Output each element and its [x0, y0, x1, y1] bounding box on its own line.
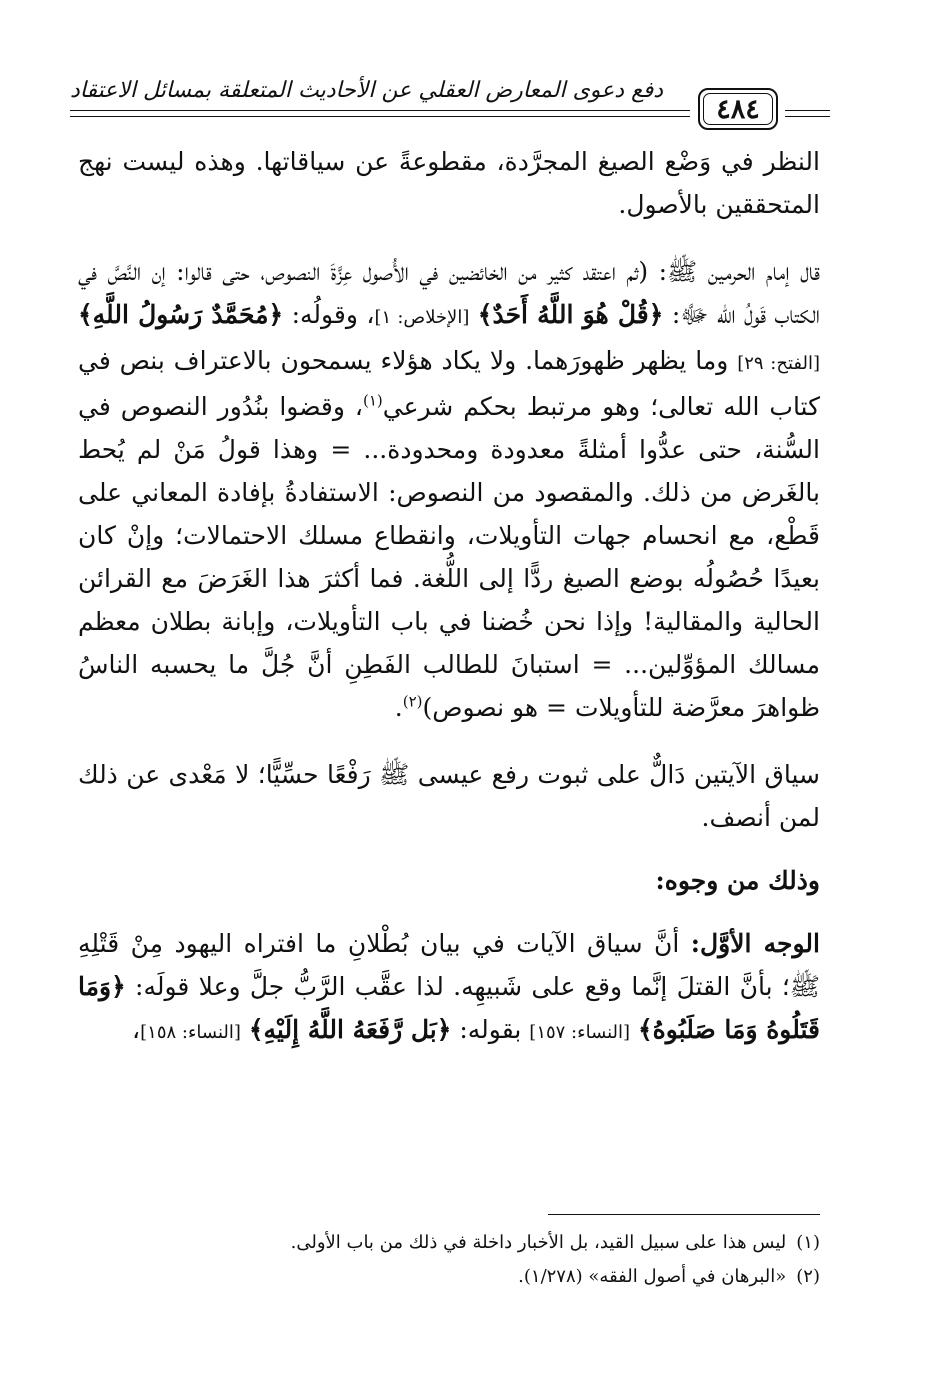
footnote-number: (١) [796, 1232, 820, 1253]
quran-verse: ﴿قُلْ هُوَ اللَّهُ أَحَدٌ﴾ [477, 300, 664, 329]
paragraph-gap [78, 226, 820, 250]
footnote-text: ليس هذا على سبيل القيد، بل الأخبار داخلة في ذلك من باب الأولى. [290, 1232, 787, 1253]
header-rule [785, 110, 830, 111]
paragraph: سياق الآيتين دَالٌّ على ثبوت رفع عيسى ﷺ رَفْعًا حسِّيًّا؛ لا مَعْدى عن ذلك لمن أنصف. [78, 760, 820, 832]
footnote [78, 1226, 820, 1260]
footnote [78, 1260, 820, 1294]
main-text [78, 140, 820, 1054]
point-end: ، [132, 1015, 141, 1044]
paragraph: النظر في وَضْع الصيغ المجرَّدة، مقطوعةً عن سياقاتها. وهذه ليست نهج المتحققين بالأصول. [78, 147, 820, 219]
header-rule [785, 116, 830, 117]
quote-text: ، وقضوا بنُدُور النصوص في السُّنة، حتى عدُّوا أمثلةً معدودة ومحدودة... = وهذا قولُ مَنْ لم يُحط بالغَرض من ذلك. والمقصود من النصوص: الاستفادةُ بإفادة المعاني على قَطْع، مع انحسام جهات التأويلات، وانقطاع مسلك الاحتمالات؛ وإنْ كان بعيدًا حُصُولُه بوضع الصيغ ردًّا إلى اللُّغة. فما أكثرَ هذا الغَرَضَ مع القرائن الحالية والمقالية! وإذا نحن خُضنا في باب التأويلات، وإبانة بطلان معظم مسالك المؤوِّلين... = استبانَ للطالب الفَطِنِ أنَّ جُلَّ ما يحسبه الناسُ ظواهرَ معرَّضة للتأويلات = هو نصوص) [78, 392, 820, 722]
footnote-separator [548, 1214, 820, 1215]
quote-text: وما يظهر ظهورَهما. ولا يكاد هؤلاء يسمحون بالاعتراف بنص في كتاب الله تعالى؛ وهو مرتبط بحكم شرعي [78, 346, 821, 421]
quote-text: ، وقولُه: [291, 300, 375, 329]
footnote-number: (٢) [796, 1266, 820, 1287]
section-heading: وذلك من وجوه: [655, 866, 820, 895]
paragraph-gap [78, 839, 820, 859]
page-number-box [698, 88, 778, 130]
footnotes [78, 1226, 820, 1294]
point-label: الوجه الأوَّل: [690, 929, 820, 958]
quote-text: قال إمام الحرمين ﷺ: (ثم اعتقد كثير من الخائضين في الأُصول عِزَّةَ النصوص، حتى قالوا: إن النَّصَّ في الكتاب قَولُ الله ﷻ: [78, 257, 820, 329]
quran-verse: ﴿بَل رَّفَعَهُ اللَّهُ إِلَيْهِ﴾ [248, 1015, 452, 1044]
point-text: بقوله: [459, 1015, 522, 1044]
footnote-text: «البرهان في أصول الفقه» (١/٢٧٨). [518, 1266, 787, 1287]
paragraph [78, 922, 820, 1054]
point-text: أنَّ سياق الآيات في بيان بُطْلانِ ما افتراه اليهود مِنْ قَتْلِهِ ﷺ؛ بأنَّ القتلَ إنَّما وقع على شَبيهِه. لذا عقَّب الرَّبُّ جلَّ وعلا قولَه: [78, 929, 820, 1001]
quote-paragraph [78, 250, 820, 729]
running-title: دفع دعوى المعارض العقلي عن الأحاديث المتعلقة بمسائل الاعتقاد [70, 78, 664, 103]
paragraph-gap [78, 902, 820, 922]
header-rule [70, 116, 690, 117]
verse-citation: [النساء: ١٥٨] [140, 1022, 241, 1043]
footnote-ref[interactable]: (١) [362, 391, 383, 410]
verse-citation: [النساء: ١٥٧] [529, 1022, 631, 1043]
verse-citation: [الفتح: ٢٩] [737, 353, 820, 374]
quran-verse: ﴿مُحَمَّدٌ رَسُولُ اللَّهِ﴾ [78, 300, 284, 329]
verse-citation: [الإخلاص: ١] [374, 307, 470, 328]
page-header [70, 70, 830, 130]
header-rule [70, 110, 690, 111]
page-number: ٤٨٤ [716, 93, 760, 125]
quran-verse: ﴿وَمَا قَتَلُوهُ وَمَا صَلَبُوهُ﴾ [78, 972, 820, 1044]
paragraph-gap [78, 729, 820, 753]
quote-end: . [394, 693, 403, 722]
footnote-ref[interactable]: (٢) [402, 692, 423, 711]
